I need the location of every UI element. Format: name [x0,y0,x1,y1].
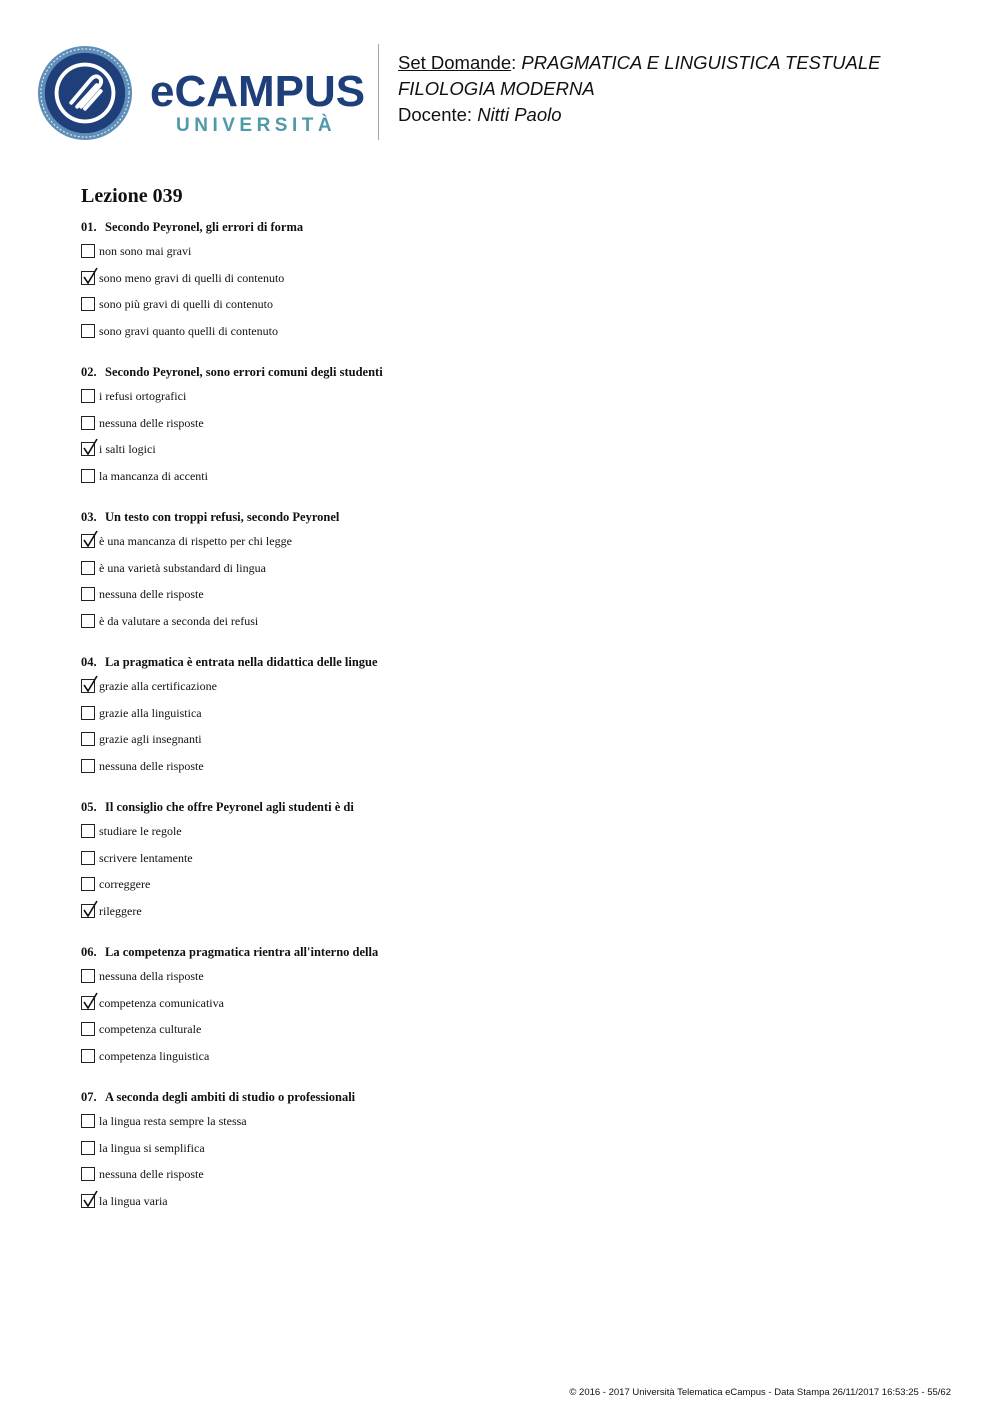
question-label: Secondo Peyronel, sono errori comuni degli studenti [105,365,383,379]
checked-checkbox-icon[interactable] [81,1194,95,1208]
option-label: correggere [99,877,151,891]
header-divider [378,44,379,140]
set-label: Set Domande [398,52,512,73]
checkbox-icon[interactable] [81,706,95,720]
answer-option[interactable] [81,561,961,588]
checkbox-icon[interactable] [81,587,95,601]
question-text [81,944,961,962]
question-text [81,219,961,237]
option-label: i refusi ortografici [99,389,187,403]
answer-option[interactable] [81,1141,961,1168]
lesson-title: Lezione 039 [81,185,183,207]
checkbox-icon[interactable] [81,877,95,891]
checkbox-icon[interactable] [81,824,95,838]
option-label: è una varietà substandard di lingua [99,560,266,575]
checkbox-icon[interactable] [81,1022,95,1036]
question-block [81,1089,961,1220]
option-label: i salti logici [99,442,156,456]
checkbox-icon[interactable] [81,1049,95,1063]
question-number: 05. [81,800,97,814]
option-label: la lingua si semplifica [99,1140,205,1155]
answer-option[interactable] [81,732,961,759]
question-label: Un testo con troppi refusi, secondo Peyronel [105,510,340,524]
question-block [81,654,961,785]
page-footer: © 2016 - 2017 Università Telematica eCampus - Data Stampa 26/11/2017 16:53:25 - 55/62 [569,1387,951,1398]
checkbox-icon[interactable] [81,732,95,746]
option-label: grazie agli insegnanti [99,732,202,746]
answer-option[interactable] [81,706,961,733]
option-label: la lingua resta sempre la stessa [99,1114,247,1128]
checked-checkbox-icon[interactable] [81,442,95,456]
answer-option[interactable] [81,1167,961,1194]
checkbox-icon[interactable] [81,297,95,311]
checked-checkbox-icon[interactable] [81,679,95,693]
question-block [81,219,961,350]
option-label: è da valutare a seconda dei refusi [99,613,259,628]
question-block [81,944,961,1075]
option-label: nessuna delle risposte [99,415,204,430]
answer-option[interactable] [81,271,961,298]
checkbox-icon[interactable] [81,389,95,403]
option-label: la mancanza di accenti [99,468,208,483]
ecampus-logo [36,44,366,144]
answer-option[interactable] [81,324,961,351]
teacher-label: Docente: [398,104,473,125]
answer-option[interactable] [81,679,961,706]
logo-wordmark: eCAMPUS [150,67,366,116]
option-label: sono gravi quanto quelli di contenuto [99,323,278,338]
question-text [81,509,961,527]
checkmark-icon [83,993,99,1011]
answer-option[interactable] [81,877,961,904]
question-block [81,364,961,495]
checkbox-icon[interactable] [81,1141,95,1155]
checked-checkbox-icon[interactable] [81,271,95,285]
answer-option[interactable] [81,534,961,561]
question-text [81,1089,961,1107]
answer-option[interactable] [81,244,961,271]
checkbox-icon[interactable] [81,759,95,773]
checked-checkbox-icon[interactable] [81,534,95,548]
option-label: non sono mai gravi [99,244,192,258]
question-number: 02. [81,365,97,379]
answer-option[interactable] [81,1049,961,1076]
option-label: scrivere lentamente [99,850,193,865]
teacher-line [398,102,881,128]
question-number: 03. [81,510,97,524]
option-label: nessuna delle risposte [99,1167,204,1181]
checkbox-icon[interactable] [81,324,95,338]
ecampus-seal-icon [36,44,134,142]
logo-subword: UNIVERSITÀ [176,115,337,136]
checkmark-icon [83,901,99,919]
question-number: 07. [81,1090,97,1104]
checkbox-icon[interactable] [81,851,95,865]
answer-option[interactable] [81,297,961,324]
option-label: studiare le regole [99,824,182,838]
option-label: competenza comunicativa [99,995,224,1010]
answer-option[interactable] [81,416,961,443]
page-header [0,0,1000,150]
checkmark-icon [83,1191,99,1209]
option-label: è una mancanza di rispetto per chi legge [99,534,292,548]
checkbox-icon[interactable] [81,244,95,258]
answer-option[interactable] [81,969,961,996]
answer-option[interactable] [81,587,961,614]
option-label: sono più gravi di quelli di contenuto [99,297,273,311]
checked-checkbox-icon[interactable] [81,996,95,1010]
answer-option[interactable] [81,996,961,1023]
checkbox-icon[interactable] [81,469,95,483]
answer-option[interactable] [81,614,961,641]
question-number: 06. [81,945,97,959]
teacher-name: Nitti Paolo [477,104,562,125]
answer-option[interactable] [81,389,961,416]
checkbox-icon[interactable] [81,1114,95,1128]
question-number: 04. [81,655,97,669]
answer-option[interactable] [81,824,961,851]
answer-option[interactable] [81,1114,961,1141]
set-line: Set Domande: PRAGMATICA E LINGUISTICA TESTUALE [398,52,881,73]
checkmark-icon [83,676,99,694]
course-subtitle: FILOLOGIA MODERNA [398,78,595,99]
checkmark-icon [83,268,99,286]
option-label: grazie alla certificazione [99,679,217,693]
option-label: sono meno gravi di quelli di contenuto [99,270,285,285]
option-label: nessuna delle risposte [99,758,204,773]
option-label: competenza linguistica [99,1048,210,1063]
answer-option[interactable] [81,904,961,931]
question-text [81,364,961,382]
header-info [398,50,881,128]
checkmark-icon [83,531,99,549]
option-label: competenza culturale [99,1022,202,1036]
question-block [81,509,961,640]
option-label: nessuna delle risposte [99,587,204,601]
question-number: 01. [81,220,97,234]
checkbox-icon[interactable] [81,1167,95,1181]
question-label: La competenza pragmatica rientra all'interno della [105,945,379,959]
question-label: A seconda degli ambiti di studio o professionali [105,1090,356,1104]
option-label: rileggere [99,903,142,918]
course-title: PRAGMATICA E LINGUISTICA TESTUALE [521,52,881,73]
option-label: nessuna della risposte [99,969,204,983]
answer-option[interactable] [81,469,961,496]
checkbox-icon[interactable] [81,561,95,575]
checkbox-icon[interactable] [81,416,95,430]
checked-checkbox-icon[interactable] [81,904,95,918]
checkbox-icon[interactable] [81,614,95,628]
answer-option[interactable] [81,442,961,469]
answer-option[interactable] [81,759,961,786]
question-text [81,654,961,672]
question-label: Il consiglio che offre Peyronel agli studenti è di [105,800,354,814]
answer-option[interactable] [81,851,961,878]
question-text [81,799,961,817]
question-label: Secondo Peyronel, gli errori di forma [105,220,304,234]
option-label: la lingua varia [99,1193,168,1208]
subtitle-line [398,76,881,102]
option-label: grazie alla linguistica [99,705,202,720]
answer-option[interactable] [81,1022,961,1049]
question-label: La pragmatica è entrata nella didattica delle lingue [105,655,378,669]
question-block [81,799,961,930]
checkmark-icon [83,439,99,457]
answer-option[interactable] [81,1194,961,1221]
checkbox-icon[interactable] [81,969,95,983]
